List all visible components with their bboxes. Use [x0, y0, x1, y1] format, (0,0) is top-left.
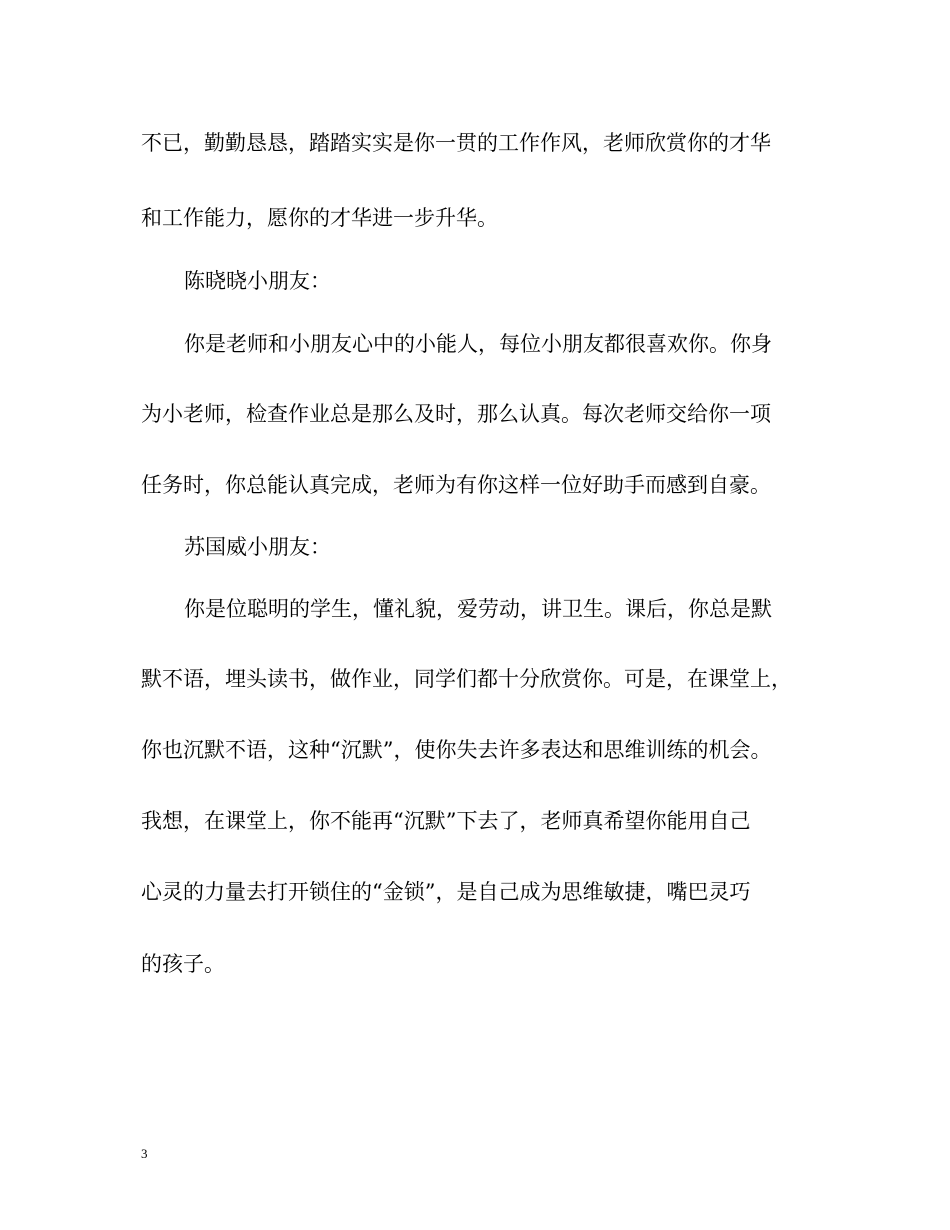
paragraph-line: 你是老师和小朋友心中的小能人，每位小朋友都很喜欢你。你身: [184, 332, 772, 356]
paragraph-line: 你也沉默不语，这种“沉默”，使你失去许多表达和思维训练的机会。: [141, 738, 772, 762]
paragraph-line: 的孩子。: [141, 952, 225, 976]
paragraph-line: 心灵的力量去打开锁住的“金锁”，是自己成为思维敏捷，嘴巴灵巧: [141, 880, 751, 904]
paragraph-line: 和工作能力，愿你的才华进一步升华。: [141, 206, 498, 230]
paragraph-line: 我想，在课堂上，你不能再“沉默”下去了，老师真希望你能用自己: [141, 809, 751, 833]
salutation-line: 苏国威小朋友：: [184, 535, 331, 559]
paragraph-line: 默不语，埋头读书，做作业，同学们都十分欣赏你。可是，在课堂上，: [141, 667, 792, 691]
paragraph-line: 任务时，你总能认真完成，老师为有你这样一位好助手而感到自豪。: [141, 473, 771, 497]
salutation-line: 陈晓晓小朋友：: [184, 269, 331, 293]
paragraph-line: 你是位聪明的学生，懂礼貌，爱劳动，讲卫生。课后，你总是默: [184, 597, 772, 621]
paragraph-line: 为小老师，检查作业总是那么及时，那么认真。每次老师交给你一项: [141, 402, 771, 426]
paragraph-line: 不已，勤勤恳恳，踏踏实实是你一贯的工作作风，老师欣赏你的才华: [141, 131, 771, 155]
page-number: 3: [141, 1146, 148, 1161]
